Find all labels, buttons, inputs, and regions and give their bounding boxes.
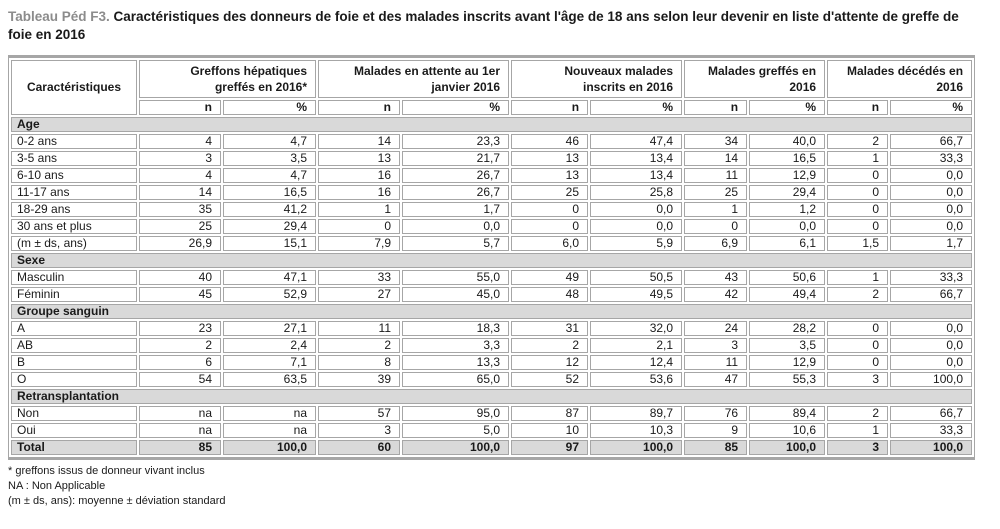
- value-cell: 66,7: [890, 134, 972, 149]
- value-cell: 33,3: [890, 423, 972, 438]
- value-cell: 0,0: [590, 202, 682, 217]
- value-cell: 14: [684, 151, 747, 166]
- total-value-cell: 85: [139, 440, 221, 455]
- value-cell: 26,7: [402, 185, 509, 200]
- value-cell: 18,3: [402, 321, 509, 336]
- footnote-na: NA : Non Applicable: [8, 480, 106, 492]
- value-cell: 100,0: [890, 372, 972, 387]
- data-row: [11, 406, 972, 421]
- value-cell: 13: [511, 168, 588, 183]
- value-cell: 25: [139, 219, 221, 234]
- value-cell: 3: [139, 151, 221, 166]
- section-header-row: [11, 389, 972, 404]
- value-cell: 76: [684, 406, 747, 421]
- row-label: 11-17 ans: [11, 185, 137, 200]
- row-label: Féminin: [11, 287, 137, 302]
- section-header-row: [11, 253, 972, 268]
- value-cell: na: [223, 423, 316, 438]
- value-cell: 2: [318, 338, 400, 353]
- pct-header: %: [402, 100, 509, 115]
- value-cell: 95,0: [402, 406, 509, 421]
- value-cell: 7,1: [223, 355, 316, 370]
- value-cell: 12,4: [590, 355, 682, 370]
- value-cell: 54: [139, 372, 221, 387]
- value-cell: 49,4: [749, 287, 825, 302]
- section-header-row: [11, 117, 972, 132]
- value-cell: 12,9: [749, 168, 825, 183]
- value-cell: 0: [827, 219, 888, 234]
- value-cell: 0,0: [402, 219, 509, 234]
- value-cell: 0,0: [749, 219, 825, 234]
- n-header: n: [318, 100, 400, 115]
- value-cell: 49,5: [590, 287, 682, 302]
- data-row: [11, 372, 972, 387]
- value-cell: 0,0: [890, 185, 972, 200]
- value-cell: 50,5: [590, 270, 682, 285]
- row-label: Non: [11, 406, 137, 421]
- value-cell: 2: [827, 134, 888, 149]
- value-cell: 1: [827, 423, 888, 438]
- row-label: 3-5 ans: [11, 151, 137, 166]
- data-row: [11, 423, 972, 438]
- value-cell: 47: [684, 372, 747, 387]
- total-value-cell: 100,0: [590, 440, 682, 455]
- row-label: O: [11, 372, 137, 387]
- value-cell: 49: [511, 270, 588, 285]
- value-cell: 0: [511, 202, 588, 217]
- table-head: [11, 60, 972, 115]
- value-cell: 14: [139, 185, 221, 200]
- value-cell: 33,3: [890, 151, 972, 166]
- total-row: [11, 440, 972, 455]
- row-label: 18-29 ans: [11, 202, 137, 217]
- value-cell: 34: [684, 134, 747, 149]
- data-row: [11, 287, 972, 302]
- value-cell: 0: [827, 185, 888, 200]
- value-cell: na: [139, 406, 221, 421]
- data-row: [11, 151, 972, 166]
- value-cell: 13,4: [590, 168, 682, 183]
- value-cell: 13: [511, 151, 588, 166]
- value-cell: 3,5: [223, 151, 316, 166]
- value-cell: 10,6: [749, 423, 825, 438]
- value-cell: 1,2: [749, 202, 825, 217]
- n-header: n: [684, 100, 747, 115]
- value-cell: 12: [511, 355, 588, 370]
- value-cell: 12,9: [749, 355, 825, 370]
- value-cell: 3,3: [402, 338, 509, 353]
- value-cell: 63,5: [223, 372, 316, 387]
- value-cell: 2,4: [223, 338, 316, 353]
- value-cell: 66,7: [890, 287, 972, 302]
- total-value-cell: 100,0: [402, 440, 509, 455]
- table-body: [11, 117, 972, 455]
- value-cell: 0: [827, 202, 888, 217]
- value-cell: 31: [511, 321, 588, 336]
- row-label: (m ± ds, ans): [11, 236, 137, 251]
- total-value-cell: 60: [318, 440, 400, 455]
- value-cell: 11: [684, 355, 747, 370]
- row-label: A: [11, 321, 137, 336]
- value-cell: 1: [318, 202, 400, 217]
- value-cell: 24: [684, 321, 747, 336]
- value-cell: 10: [511, 423, 588, 438]
- row-label: 6-10 ans: [11, 168, 137, 183]
- value-cell: 0,0: [590, 219, 682, 234]
- value-cell: 25: [511, 185, 588, 200]
- value-cell: 2: [139, 338, 221, 353]
- value-cell: 32,0: [590, 321, 682, 336]
- value-cell: 27: [318, 287, 400, 302]
- value-cell: 2: [827, 287, 888, 302]
- n-header: n: [139, 100, 221, 115]
- table-title: [8, 8, 977, 44]
- value-cell: 16,5: [223, 185, 316, 200]
- row-header-cell: Caractéristiques: [11, 60, 137, 115]
- value-cell: 11: [684, 168, 747, 183]
- total-row-label: Total: [11, 440, 137, 455]
- value-cell: 33,3: [890, 270, 972, 285]
- total-value-cell: 100,0: [223, 440, 316, 455]
- data-row: [11, 270, 972, 285]
- group-header-decedes: Malades décédés en 2016: [827, 60, 972, 98]
- row-label: 30 ans et plus: [11, 219, 137, 234]
- pct-header: %: [749, 100, 825, 115]
- value-cell: 0,0: [890, 219, 972, 234]
- group-header-attente: Malades en attente au 1er janvier 2016: [318, 60, 509, 98]
- value-cell: 46: [511, 134, 588, 149]
- value-cell: 52: [511, 372, 588, 387]
- value-cell: 55,3: [749, 372, 825, 387]
- value-cell: 57: [318, 406, 400, 421]
- value-cell: 87: [511, 406, 588, 421]
- value-cell: 0: [684, 219, 747, 234]
- group-header-row: [11, 60, 972, 98]
- value-cell: 2: [511, 338, 588, 353]
- value-cell: 16: [318, 168, 400, 183]
- value-cell: 13,3: [402, 355, 509, 370]
- value-cell: 26,9: [139, 236, 221, 251]
- value-cell: 0: [827, 168, 888, 183]
- total-value-cell: 100,0: [749, 440, 825, 455]
- value-cell: 27,1: [223, 321, 316, 336]
- data-row: [11, 134, 972, 149]
- data-row: [11, 236, 972, 251]
- value-cell: 1: [684, 202, 747, 217]
- group-header-nouveaux: Nouveaux malades inscrits en 2016: [511, 60, 682, 98]
- data-row: [11, 338, 972, 353]
- footnote-mean-sd: (m ± ds, ans): moyenne ± déviation standard: [8, 495, 226, 507]
- value-cell: 0: [827, 355, 888, 370]
- row-label: AB: [11, 338, 137, 353]
- value-cell: 4: [139, 168, 221, 183]
- value-cell: na: [223, 406, 316, 421]
- value-cell: 42: [684, 287, 747, 302]
- value-cell: 1: [827, 151, 888, 166]
- section-header-row: [11, 304, 972, 319]
- value-cell: 4,7: [223, 134, 316, 149]
- value-cell: na: [139, 423, 221, 438]
- value-cell: 0,0: [890, 202, 972, 217]
- value-cell: 55,0: [402, 270, 509, 285]
- value-cell: 0,0: [890, 321, 972, 336]
- value-cell: 1,7: [890, 236, 972, 251]
- value-cell: 45,0: [402, 287, 509, 302]
- value-cell: 66,7: [890, 406, 972, 421]
- value-cell: 52,9: [223, 287, 316, 302]
- table-title-text: Caractéristiques des donneurs de foie et des malades inscrits avant l'âge de 18 ans selon leur devenir en liste d'attente de greffe de foie en 2016: [8, 9, 959, 42]
- value-cell: 40: [139, 270, 221, 285]
- pct-header: %: [890, 100, 972, 115]
- section-header: Groupe sanguin: [11, 304, 972, 319]
- value-cell: 89,4: [749, 406, 825, 421]
- value-cell: 4,7: [223, 168, 316, 183]
- value-cell: 21,7: [402, 151, 509, 166]
- pct-header: %: [223, 100, 316, 115]
- pct-header: %: [590, 100, 682, 115]
- value-cell: 23,3: [402, 134, 509, 149]
- section-header: Retransplantation: [11, 389, 972, 404]
- value-cell: 33: [318, 270, 400, 285]
- value-cell: 3,5: [749, 338, 825, 353]
- value-cell: 39: [318, 372, 400, 387]
- value-cell: 3: [684, 338, 747, 353]
- value-cell: 11: [318, 321, 400, 336]
- value-cell: 35: [139, 202, 221, 217]
- value-cell: 6,9: [684, 236, 747, 251]
- value-cell: 40,0: [749, 134, 825, 149]
- value-cell: 53,6: [590, 372, 682, 387]
- value-cell: 29,4: [223, 219, 316, 234]
- total-value-cell: 100,0: [890, 440, 972, 455]
- n-header: n: [827, 100, 888, 115]
- data-row: [11, 185, 972, 200]
- value-cell: 8: [318, 355, 400, 370]
- section-header: Age: [11, 117, 972, 132]
- value-cell: 2: [827, 406, 888, 421]
- value-cell: 65,0: [402, 372, 509, 387]
- value-cell: 16: [318, 185, 400, 200]
- value-cell: 7,9: [318, 236, 400, 251]
- total-value-cell: 85: [684, 440, 747, 455]
- value-cell: 6: [139, 355, 221, 370]
- value-cell: 48: [511, 287, 588, 302]
- total-value-cell: 3: [827, 440, 888, 455]
- group-header-greffons: Greffons hépatiques greffés en 2016*: [139, 60, 316, 98]
- value-cell: 14: [318, 134, 400, 149]
- value-cell: 9: [684, 423, 747, 438]
- statistics-table: [8, 55, 975, 460]
- table-title-prefix: Tableau Péd F3.: [8, 9, 110, 24]
- total-value-cell: 97: [511, 440, 588, 455]
- value-cell: 25: [684, 185, 747, 200]
- value-cell: 45: [139, 287, 221, 302]
- value-cell: 26,7: [402, 168, 509, 183]
- value-cell: 0: [827, 321, 888, 336]
- value-cell: 5,9: [590, 236, 682, 251]
- section-header: Sexe: [11, 253, 972, 268]
- value-cell: 23: [139, 321, 221, 336]
- value-cell: 28,2: [749, 321, 825, 336]
- value-cell: 0,0: [890, 355, 972, 370]
- row-label: Oui: [11, 423, 137, 438]
- data-row: [11, 202, 972, 217]
- value-cell: 1,7: [402, 202, 509, 217]
- value-cell: 29,4: [749, 185, 825, 200]
- subheader-row: [11, 100, 972, 115]
- value-cell: 0: [511, 219, 588, 234]
- footnote-living-donor: * greffons issus de donneur vivant inclus: [8, 465, 205, 477]
- value-cell: 89,7: [590, 406, 682, 421]
- value-cell: 4: [139, 134, 221, 149]
- value-cell: 25,8: [590, 185, 682, 200]
- footnotes: [8, 464, 1000, 509]
- data-row: [11, 168, 972, 183]
- value-cell: 0: [318, 219, 400, 234]
- row-label: 0-2 ans: [11, 134, 137, 149]
- value-cell: 1: [827, 270, 888, 285]
- data-row: [11, 219, 972, 234]
- value-cell: 2,1: [590, 338, 682, 353]
- value-cell: 6,0: [511, 236, 588, 251]
- value-cell: 10,3: [590, 423, 682, 438]
- value-cell: 6,1: [749, 236, 825, 251]
- value-cell: 0,0: [890, 168, 972, 183]
- value-cell: 41,2: [223, 202, 316, 217]
- value-cell: 3: [318, 423, 400, 438]
- value-cell: 5,7: [402, 236, 509, 251]
- n-header: n: [511, 100, 588, 115]
- value-cell: 50,6: [749, 270, 825, 285]
- group-header-greffes: Malades greffés en 2016: [684, 60, 825, 98]
- value-cell: 5,0: [402, 423, 509, 438]
- row-label: B: [11, 355, 137, 370]
- value-cell: 47,4: [590, 134, 682, 149]
- row-label: Masculin: [11, 270, 137, 285]
- value-cell: 0: [827, 338, 888, 353]
- value-cell: 3: [827, 372, 888, 387]
- value-cell: 16,5: [749, 151, 825, 166]
- value-cell: 1,5: [827, 236, 888, 251]
- value-cell: 15,1: [223, 236, 316, 251]
- value-cell: 13,4: [590, 151, 682, 166]
- data-row: [11, 355, 972, 370]
- value-cell: 13: [318, 151, 400, 166]
- value-cell: 0,0: [890, 338, 972, 353]
- data-row: [11, 321, 972, 336]
- value-cell: 43: [684, 270, 747, 285]
- value-cell: 47,1: [223, 270, 316, 285]
